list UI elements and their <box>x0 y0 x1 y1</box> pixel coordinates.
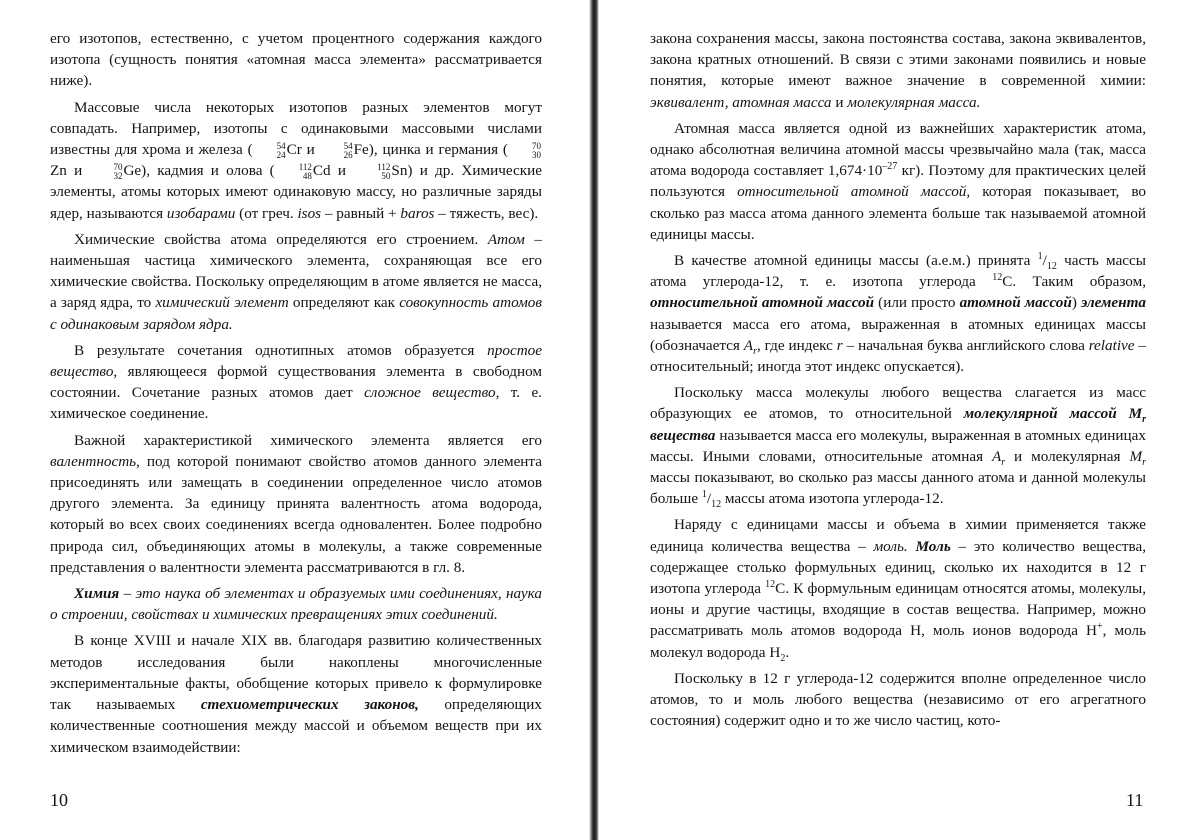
paragraph-substance: В результате сочетания однотипных атомов образуется простое вещество, являющееся формой существования элемента в свободном состоянии. Сочетание разных атомов дает сложное вещество, т. е. химическое соединение. <box>50 341 542 423</box>
paragraph-molecular-mass: Поскольку масса молекулы любого вещества слагается из масс образующих ее атомов, то относительной молекулярной массой $M_r$ вещества называется масса его молекулы, выраженная в атомных единицах массы. Иными словами, относительные атомная $A_r$ и молекулярная $M_r$ массы показывают, во сколько раз массы данного атома и данной молекулы больше $^1/_{12}$ массы атома изотопа углерода-12. <box>650 384 1147 511</box>
paragraph: его изотопов, естественно, с учетом процентного содержания каждого изотопа (сущность понятия «атомная масса элемента» рассматривается ниже). <box>50 30 542 90</box>
page-number-left: 10 <box>50 790 68 810</box>
isotope-notation: 112 48 <box>298 161 312 181</box>
paragraph-chemistry-definition: Химия – это наука об элементах и образуемых ими соединениях, наука о строении, свойствах и химических превращениях этих соединений. <box>50 585 542 624</box>
right-page-text <box>650 28 1146 732</box>
paragraph-particles: Поскольку в 12 г углерода-12 содержится вполне определенное число атомов, то и моль любого вещества (независимо от его агрегатного состояния) содержит одно и то же число частиц, кото- <box>650 669 1146 730</box>
paragraph-atom: Химические свойства атома определяются его строением. Атом – наименьшая частица химического элемента, сохраняющая все его химические свойства. Поскольку определяющим в атоме является не масса, а заряд ядра, то химический элемент определяют как совокупность атомов с одинаковым зарядом ядра. <box>50 230 543 333</box>
book-spine-gutter <box>589 0 599 840</box>
paragraph-isotopes: Массовые числа некоторых изотопов разных элементов могут совпадать. Например, изотопы с одинаковыми массовыми числами известны для хрома и железа ( 54 24Cr и 54 26Fe), цинка и германия ( 70 30Zn и 70 32Ge), кадмия и олова ( 112 48Cd и 112 50Sn) и др. Химические элементы, атомы которых имеют одинаковую массу, но различные заряды ядер, называются изобарами (от греч. isos – равный + baros – тяжесть, вес). <box>50 98 542 222</box>
paragraph-mole: Наряду с единицами массы и объема в химии применяется также единица количества вещества – моль. Моль – это количество вещества, содержащее столько формульных единиц, сколько их находится в 12 г изотопа углерода $^{12}$C. К формульным единицам относятся атомы, молекулы, ионы и другие частицы, входящие в состав вещества. Например, можно рассматривать моль атомов водорода H, моль ионов водорода H+, моль молекул водорода $H_2$. <box>650 516 1147 664</box>
page-number-right: 11 <box>1126 790 1144 810</box>
isotope-notation: 70 30 <box>532 140 541 160</box>
paragraph-atomic-mass: Атомная масса является одной из важнейших характеристик атома, однако абсолютная величина атомной массы чрезвычайно мала (так, масса атома водорода составляет $1,674\cdot 10^{-27}$ кг). Поэтому для практических целей пользуются относительной атомной массой, которая показывает, во сколько раз масса атома данного элемента больше так называемой атомной единицы массы. <box>650 119 1146 243</box>
paragraph-stoichiometry: В конце XVIII и начале XIX вв. благодаря развитию количественных методов исследования были накоплены многочисленные экспериментальные факты, обобщение которых привело к формулировке так называемых стехиометрических законов, определяющих количественные соотношения между массой и объемом веществ при их химическом взаимодействии: <box>50 632 542 756</box>
paragraph: закона сохранения массы, закона постоянства состава, закона эквивалентов, закона кратных отношений. В связи с этими законами появились и новые понятия, которые имеют важное значение в современной химии: эквивалент, атомная масса и молекулярная масса. <box>650 30 1146 111</box>
paragraph-amu: В качестве атомной единицы массы (а.е.м.) принята $^1/_{12}$ часть массы атома углерода-12, т. е. изотопа углерода $^{12}$C. Таким образом, относительной атомной массой (или просто атомной массой) элемента называется масса его атома, выраженная в атомных единицах массы (обозначается $A_r$, где индекс r – начальная буква английского слова relative – относительный; иногда этот индекс опускается). <box>650 250 1147 376</box>
isotope-notation: 112 50 <box>377 161 391 181</box>
paragraph-valence: Важной характеристикой химического элемента является его валентность, под которой понимают свойство атомов данного элемента присоединять или замещать в соединении определенное число атомов другого элемента. За единицу принята валентность атома водорода, который во всех своих соединениях всегда одновалентен. Более подробно природа сил, объединяющих атомы в молекулы, а также современные представления о валентности элемента рассматриваются в гл. 8. <box>50 431 542 576</box>
isotope-notation: 54 24 <box>276 140 286 160</box>
isotope-notation: 70 32 <box>113 161 123 181</box>
isotope-notation: 54 26 <box>343 140 353 160</box>
left-page-text <box>50 28 542 758</box>
